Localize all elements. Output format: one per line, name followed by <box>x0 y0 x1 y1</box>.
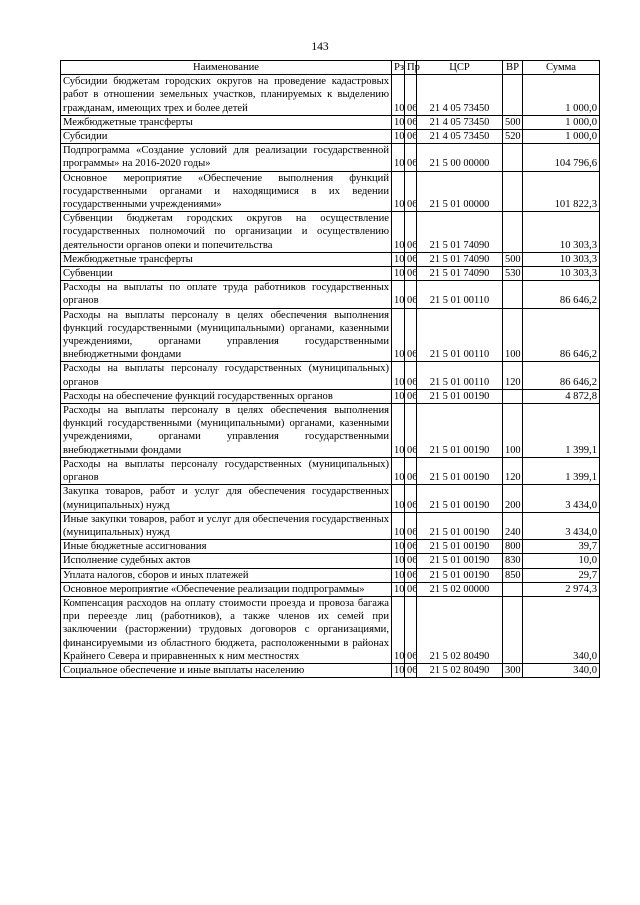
cell-rz: 10 <box>392 540 405 554</box>
cell-csr: 21 5 01 00190 <box>417 485 503 512</box>
cell-sum: 340,0 <box>523 663 600 677</box>
cell-vr: 520 <box>503 130 523 144</box>
cell-name: Расходы на выплаты по оплате труда работников государственных органов <box>61 281 392 308</box>
cell-csr: 21 4 05 73450 <box>417 130 503 144</box>
cell-pr: 06 <box>405 308 417 362</box>
cell-sum: 1 399,1 <box>523 404 600 458</box>
table-row <box>61 115 600 129</box>
cell-rz: 10 <box>392 144 405 171</box>
cell-vr: 530 <box>503 267 523 281</box>
cell-name: Исполнение судебных актов <box>61 554 392 568</box>
cell-vr: 500 <box>503 252 523 266</box>
cell-pr: 06 <box>405 115 417 129</box>
cell-pr: 06 <box>405 212 417 253</box>
cell-csr: 21 5 01 74090 <box>417 252 503 266</box>
cell-pr: 06 <box>405 568 417 582</box>
cell-vr: 850 <box>503 568 523 582</box>
cell-pr: 06 <box>405 663 417 677</box>
cell-vr: 200 <box>503 485 523 512</box>
cell-name: Закупка товаров, работ и услуг для обеспечения государственных (муниципальных) нужд <box>61 485 392 512</box>
header-name: Наименование <box>61 61 392 75</box>
cell-vr: 120 <box>503 362 523 389</box>
table-row <box>61 485 600 512</box>
cell-pr: 06 <box>405 457 417 484</box>
cell-sum: 86 646,2 <box>523 362 600 389</box>
cell-sum: 101 822,3 <box>523 171 600 212</box>
cell-vr <box>503 582 523 596</box>
cell-name: Субвенции бюджетам городских округов на осуществление государственных полномочий по организации и осуществлению деятельности органов опеки и попечительства <box>61 212 392 253</box>
cell-rz: 10 <box>392 115 405 129</box>
cell-rz: 10 <box>392 267 405 281</box>
cell-sum: 86 646,2 <box>523 281 600 308</box>
cell-csr: 21 5 01 00190 <box>417 540 503 554</box>
cell-sum: 1 000,0 <box>523 75 600 116</box>
cell-name: Субвенции <box>61 267 392 281</box>
header-sum: Сумма <box>523 61 600 75</box>
cell-sum: 1 000,0 <box>523 115 600 129</box>
cell-vr: 800 <box>503 540 523 554</box>
cell-rz: 10 <box>392 485 405 512</box>
cell-csr: 21 5 00 00000 <box>417 144 503 171</box>
cell-rz: 10 <box>392 362 405 389</box>
cell-pr: 06 <box>405 404 417 458</box>
cell-csr: 21 5 01 00190 <box>417 389 503 403</box>
cell-rz: 10 <box>392 252 405 266</box>
cell-sum: 3 434,0 <box>523 512 600 539</box>
cell-pr: 06 <box>405 267 417 281</box>
cell-vr: 120 <box>503 457 523 484</box>
cell-name: Иные закупки товаров, работ и услуг для обеспечения государственных (муниципальных) нужд <box>61 512 392 539</box>
cell-vr: 300 <box>503 663 523 677</box>
table-row <box>61 568 600 582</box>
cell-csr: 21 5 02 80490 <box>417 663 503 677</box>
cell-rz: 10 <box>392 130 405 144</box>
cell-rz: 10 <box>392 404 405 458</box>
cell-name: Компенсация расходов на оплату стоимости проезда и провоза багажа при переезде лиц (работников), а также членов их семей при заключении (расторжении) трудовых договоров с организациями, финансируемыми из областного бюджета, расположенными в районах Крайнего Севера и приравненных к ним местностях <box>61 596 392 663</box>
cell-rz: 10 <box>392 554 405 568</box>
table-row <box>61 171 600 212</box>
cell-csr: 21 4 05 73450 <box>417 115 503 129</box>
cell-rz: 10 <box>392 568 405 582</box>
cell-vr: 240 <box>503 512 523 539</box>
cell-csr: 21 5 01 00190 <box>417 512 503 539</box>
cell-name: Социальное обеспечение и иные выплаты населению <box>61 663 392 677</box>
cell-name: Расходы на выплаты персоналу государственных (муниципальных) органов <box>61 362 392 389</box>
cell-pr: 06 <box>405 512 417 539</box>
cell-csr: 21 5 01 00110 <box>417 362 503 389</box>
cell-vr: 100 <box>503 308 523 362</box>
table-row <box>61 252 600 266</box>
cell-name: Субсидии бюджетам городских округов на проведение кадастровых работ в отношении земельных участков, планируемых к выделению гражданам, имеющих трех и более детей <box>61 75 392 116</box>
cell-sum: 3 434,0 <box>523 485 600 512</box>
cell-sum: 86 646,2 <box>523 308 600 362</box>
cell-csr: 21 5 01 00190 <box>417 457 503 484</box>
cell-vr <box>503 212 523 253</box>
cell-vr <box>503 75 523 116</box>
table-row <box>61 281 600 308</box>
budget-table <box>60 60 600 678</box>
table-row <box>61 144 600 171</box>
table-body <box>61 75 600 678</box>
cell-pr: 06 <box>405 144 417 171</box>
cell-csr: 21 4 05 73450 <box>417 75 503 116</box>
cell-name: Расходы на выплаты персоналу в целях обеспечения выполнения функций государственными (муниципальными) органами, казенными учреждениями, органами управления государственными внебюджетными фондами <box>61 308 392 362</box>
cell-vr: 100 <box>503 404 523 458</box>
cell-sum: 340,0 <box>523 596 600 663</box>
cell-pr: 06 <box>405 75 417 116</box>
cell-sum: 10 303,3 <box>523 267 600 281</box>
cell-sum: 1 000,0 <box>523 130 600 144</box>
cell-name: Расходы на обеспечение функций государственных органов <box>61 389 392 403</box>
cell-vr: 830 <box>503 554 523 568</box>
table-header-row <box>61 61 600 75</box>
table-row <box>61 75 600 116</box>
header-rz: Рз <box>392 61 405 75</box>
cell-csr: 21 5 01 74090 <box>417 267 503 281</box>
cell-rz: 10 <box>392 281 405 308</box>
cell-name: Межбюджетные трансферты <box>61 252 392 266</box>
table-row <box>61 267 600 281</box>
cell-csr: 21 5 02 00000 <box>417 582 503 596</box>
cell-rz: 10 <box>392 308 405 362</box>
cell-vr <box>503 596 523 663</box>
cell-pr: 06 <box>405 540 417 554</box>
cell-pr: 06 <box>405 362 417 389</box>
header-vr: ВР <box>503 61 523 75</box>
cell-pr: 06 <box>405 596 417 663</box>
cell-sum: 10 303,3 <box>523 252 600 266</box>
table-row <box>61 540 600 554</box>
cell-rz: 10 <box>392 75 405 116</box>
cell-csr: 21 5 01 00110 <box>417 281 503 308</box>
cell-vr <box>503 144 523 171</box>
cell-sum: 4 872,8 <box>523 389 600 403</box>
cell-rz: 10 <box>392 596 405 663</box>
table-row <box>61 389 600 403</box>
cell-name: Иные бюджетные ассигнования <box>61 540 392 554</box>
cell-name: Основное мероприятие «Обеспечение реализации подпрограммы» <box>61 582 392 596</box>
cell-pr: 06 <box>405 171 417 212</box>
table-row <box>61 554 600 568</box>
cell-sum: 104 796,6 <box>523 144 600 171</box>
table-row <box>61 663 600 677</box>
page-number: 143 <box>311 41 329 53</box>
cell-vr: 500 <box>503 115 523 129</box>
cell-csr: 21 5 01 00110 <box>417 308 503 362</box>
cell-name: Расходы на выплаты персоналу государственных (муниципальных) органов <box>61 457 392 484</box>
cell-sum: 39,7 <box>523 540 600 554</box>
cell-name: Расходы на выплаты персоналу в целях обеспечения выполнения функций государственными (муниципальными) органами, казенными учреждениями, органами управления государственными внебюджетными фондами <box>61 404 392 458</box>
cell-rz: 10 <box>392 389 405 403</box>
cell-name: Основное мероприятие «Обеспечение выполнения функций государственными органами и находящимися в их ведении государственными учреждениями» <box>61 171 392 212</box>
cell-sum: 29,7 <box>523 568 600 582</box>
cell-pr: 06 <box>405 281 417 308</box>
cell-csr: 21 5 02 80490 <box>417 596 503 663</box>
cell-sum: 10,0 <box>523 554 600 568</box>
cell-csr: 21 5 01 74090 <box>417 212 503 253</box>
cell-pr: 06 <box>405 554 417 568</box>
cell-vr <box>503 281 523 308</box>
table-row <box>61 212 600 253</box>
cell-csr: 21 5 01 00190 <box>417 554 503 568</box>
cell-pr: 06 <box>405 485 417 512</box>
header-pr: Пр <box>405 61 417 75</box>
table-row <box>61 404 600 458</box>
cell-sum: 1 399,1 <box>523 457 600 484</box>
cell-rz: 10 <box>392 582 405 596</box>
table-row <box>61 512 600 539</box>
cell-pr: 06 <box>405 582 417 596</box>
cell-csr: 21 5 01 00190 <box>417 404 503 458</box>
cell-name: Межбюджетные трансферты <box>61 115 392 129</box>
table-row <box>61 130 600 144</box>
cell-sum: 10 303,3 <box>523 212 600 253</box>
table-row <box>61 596 600 663</box>
cell-sum: 2 974,3 <box>523 582 600 596</box>
cell-rz: 10 <box>392 663 405 677</box>
cell-pr: 06 <box>405 389 417 403</box>
cell-pr: 06 <box>405 252 417 266</box>
cell-name: Уплата налогов, сборов и иных платежей <box>61 568 392 582</box>
cell-name: Субсидии <box>61 130 392 144</box>
table-row <box>61 362 600 389</box>
table-row <box>61 457 600 484</box>
cell-rz: 10 <box>392 512 405 539</box>
cell-name: Подпрограмма «Создание условий для реализации государственной программы» на 2016-2020 годы» <box>61 144 392 171</box>
cell-rz: 10 <box>392 457 405 484</box>
table-row <box>61 582 600 596</box>
cell-vr <box>503 389 523 403</box>
header-csr: ЦСР <box>417 61 503 75</box>
table-row <box>61 308 600 362</box>
cell-rz: 10 <box>392 212 405 253</box>
cell-csr: 21 5 01 00190 <box>417 568 503 582</box>
cell-rz: 10 <box>392 171 405 212</box>
cell-pr: 06 <box>405 130 417 144</box>
cell-csr: 21 5 01 00000 <box>417 171 503 212</box>
cell-vr <box>503 171 523 212</box>
